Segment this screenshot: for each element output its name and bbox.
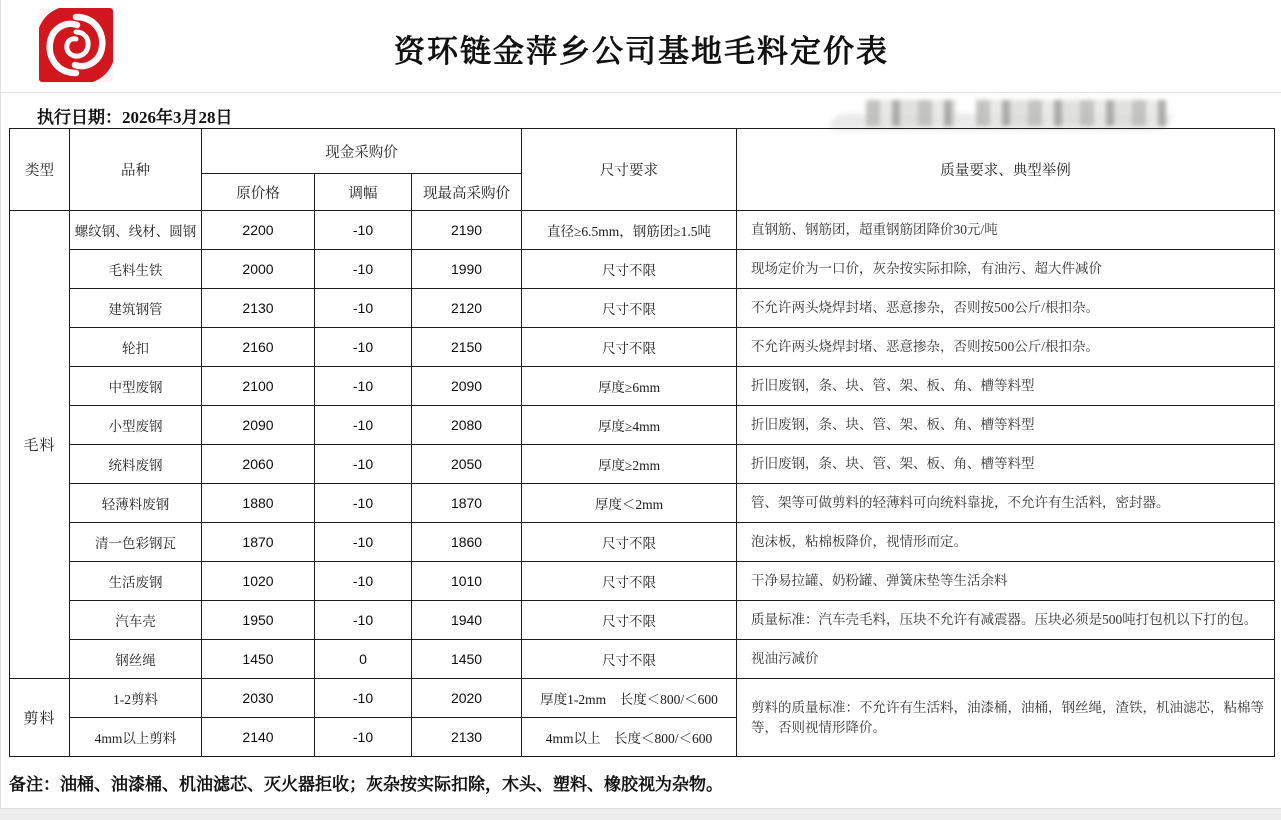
cell-orig-price: 2000: [202, 250, 315, 289]
pricing-table: [9, 128, 1275, 757]
header-divider: [1, 92, 1281, 93]
cell-quality: 管、架等可做剪料的轻薄料可向统料靠拢，不允许有生活料，密封器。: [737, 484, 1275, 523]
table-row: [10, 601, 1275, 640]
cell-adjustment: -10: [315, 718, 412, 757]
table-row: [10, 640, 1275, 679]
cell-adjustment: -10: [315, 250, 412, 289]
cell-orig-price: 2060: [202, 445, 315, 484]
col-header-size-req: 尺寸要求: [522, 129, 737, 211]
cell-adjustment: -10: [315, 484, 412, 523]
cell-quality: 质量标准：汽车壳毛料，压块不允许有减震器。压块必须是500吨打包机以下打的包。: [737, 601, 1275, 640]
remarks-note: 备注：油桶、油漆桶、机油滤芯、灭火器拒收；灰杂按实际扣除，木头、塑料、橡胶视为杂物。: [9, 775, 723, 794]
cell-max-price: 2120: [412, 289, 522, 328]
cell-max-price: 2090: [412, 367, 522, 406]
cell-variety: 小型废钢: [70, 406, 202, 445]
cell-variety: 中型废钢: [70, 367, 202, 406]
cell-size-req: 尺寸不限: [522, 328, 737, 367]
cell-quality: 不允许两头烧焊封堵、恶意掺杂，否则按500公斤/根扣杂。: [737, 328, 1275, 367]
cell-quality: 直钢筋、钢筋团，超重钢筋团降价30元/吨: [737, 211, 1275, 250]
cell-orig-price: 1870: [202, 523, 315, 562]
cell-quality-merged: 剪料的质量标准：不允许有生活料，油漆桶，油桶，钢丝绳，渣铁，机油滤芯，粘棉等等，否则视情形降价。: [737, 679, 1275, 757]
cell-adjustment: -10: [315, 562, 412, 601]
cell-quality: 干净易拉罐、奶粉罐、弹簧床垫等生活余料: [737, 562, 1275, 601]
table-row: [10, 211, 1275, 250]
table-row: [10, 328, 1275, 367]
cell-variety: 钢丝绳: [70, 640, 202, 679]
cell-max-price: 1940: [412, 601, 522, 640]
cell-size-req: 4mm以上 长度＜800/＜600: [522, 718, 737, 757]
cell-size-req: 尺寸不限: [522, 601, 737, 640]
cell-orig-price: 1880: [202, 484, 315, 523]
cell-size-req: 尺寸不限: [522, 640, 737, 679]
cell-max-price: 1870: [412, 484, 522, 523]
cell-adjustment: -10: [315, 367, 412, 406]
cell-adjustment: -10: [315, 328, 412, 367]
cell-size-req: 厚度≥2mm: [522, 445, 737, 484]
redaction-block: [976, 100, 1166, 126]
col-header-variety: 品种: [70, 129, 202, 211]
cell-variety: 清一色彩钢瓦: [70, 523, 202, 562]
cell-max-price: 2190: [412, 211, 522, 250]
cell-quality: 折旧废钢，条、块、管、架、板、角、槽等料型: [737, 406, 1275, 445]
cell-variety: 汽车壳: [70, 601, 202, 640]
cell-quality: 不允许两头烧焊封堵、恶意掺杂，否则按500公斤/根扣杂。: [737, 289, 1275, 328]
cell-quality: 现场定价为一口价，灰杂按实际扣除，有油污、超大件减价: [737, 250, 1275, 289]
col-header-max-price: 现最高采购价: [412, 174, 522, 211]
cell-size-req: 尺寸不限: [522, 289, 737, 328]
cell-orig-price: 2100: [202, 367, 315, 406]
cell-variety: 螺纹钢、线材、圆钢: [70, 211, 202, 250]
category-cell-maoliao: 毛料: [10, 211, 70, 679]
table-row: [10, 367, 1275, 406]
cell-orig-price: 2160: [202, 328, 315, 367]
cell-size-req: 尺寸不限: [522, 523, 737, 562]
cell-size-req: 厚度1-2mm 长度＜800/＜600: [522, 679, 737, 718]
cell-orig-price: 2130: [202, 289, 315, 328]
cell-variety: 统料废钢: [70, 445, 202, 484]
col-header-quality: 质量要求、典型举例: [737, 129, 1275, 211]
effective-date: 执行日期：2026年3月28日: [37, 108, 233, 127]
cell-size-req: 厚度≥4mm: [522, 406, 737, 445]
col-header-type: 类型: [10, 129, 70, 211]
cell-quality: 折旧废钢，条、块、管、架、板、角、槽等料型: [737, 367, 1275, 406]
cell-adjustment: -10: [315, 445, 412, 484]
cell-adjustment: -10: [315, 289, 412, 328]
cell-size-req: 厚度≥6mm: [522, 367, 737, 406]
cell-orig-price: 2090: [202, 406, 315, 445]
cell-size-req: 尺寸不限: [522, 562, 737, 601]
cell-orig-price: 2030: [202, 679, 315, 718]
cell-orig-price: 1950: [202, 601, 315, 640]
cell-adjustment: -10: [315, 601, 412, 640]
col-header-cash-price-group: 现金采购价: [202, 129, 522, 174]
table-row: [10, 484, 1275, 523]
table-row: [10, 250, 1275, 289]
cell-variety: 1-2剪料: [70, 679, 202, 718]
cell-quality: 视油污减价: [737, 640, 1275, 679]
table-row: [10, 523, 1275, 562]
cell-variety: 4mm以上剪料: [70, 718, 202, 757]
cell-max-price: 2080: [412, 406, 522, 445]
page-title: 资环链金萍乡公司基地毛料定价表: [394, 34, 889, 69]
cell-orig-price: 2200: [202, 211, 315, 250]
cell-adjustment: -10: [315, 406, 412, 445]
category-cell-jianliao: 剪料: [10, 679, 70, 757]
cell-variety: 轻薄料废钢: [70, 484, 202, 523]
cell-max-price: 1990: [412, 250, 522, 289]
redaction-block: [866, 100, 956, 126]
cell-variety: 毛料生铁: [70, 250, 202, 289]
cell-adjustment: -10: [315, 679, 412, 718]
cell-size-req: 直径≥6.5mm，钢筋团≥1.5吨: [522, 211, 737, 250]
col-header-adjustment: 调幅: [315, 174, 412, 211]
cell-max-price: 2130: [412, 718, 522, 757]
table-row: [10, 406, 1275, 445]
cell-size-req: 厚度＜2mm: [522, 484, 737, 523]
header-row-1: [10, 129, 1275, 174]
table-row: [10, 445, 1275, 484]
cell-orig-price: 1450: [202, 640, 315, 679]
table-row: [10, 289, 1275, 328]
cell-variety: 建筑钢管: [70, 289, 202, 328]
cell-quality: 折旧废钢，条、块、管、架、板、角、槽等料型: [737, 445, 1275, 484]
cell-quality: 泡沫板，粘棉板降价，视情形而定。: [737, 523, 1275, 562]
cell-max-price: 1010: [412, 562, 522, 601]
col-header-orig-price: 原价格: [202, 174, 315, 211]
cell-max-price: 2050: [412, 445, 522, 484]
cell-variety: 生活废钢: [70, 562, 202, 601]
cell-size-req: 尺寸不限: [522, 250, 737, 289]
cell-adjustment: -10: [315, 523, 412, 562]
cell-max-price: 1860: [412, 523, 522, 562]
cell-adjustment: -10: [315, 211, 412, 250]
page-bottom-edge: [0, 808, 1281, 820]
cell-variety: 轮扣: [70, 328, 202, 367]
cell-orig-price: 2140: [202, 718, 315, 757]
cell-max-price: 1450: [412, 640, 522, 679]
table-row: [10, 679, 1275, 718]
cell-max-price: 2150: [412, 328, 522, 367]
table-row: [10, 562, 1275, 601]
cell-max-price: 2020: [412, 679, 522, 718]
cell-adjustment: 0: [315, 640, 412, 679]
cell-orig-price: 1020: [202, 562, 315, 601]
